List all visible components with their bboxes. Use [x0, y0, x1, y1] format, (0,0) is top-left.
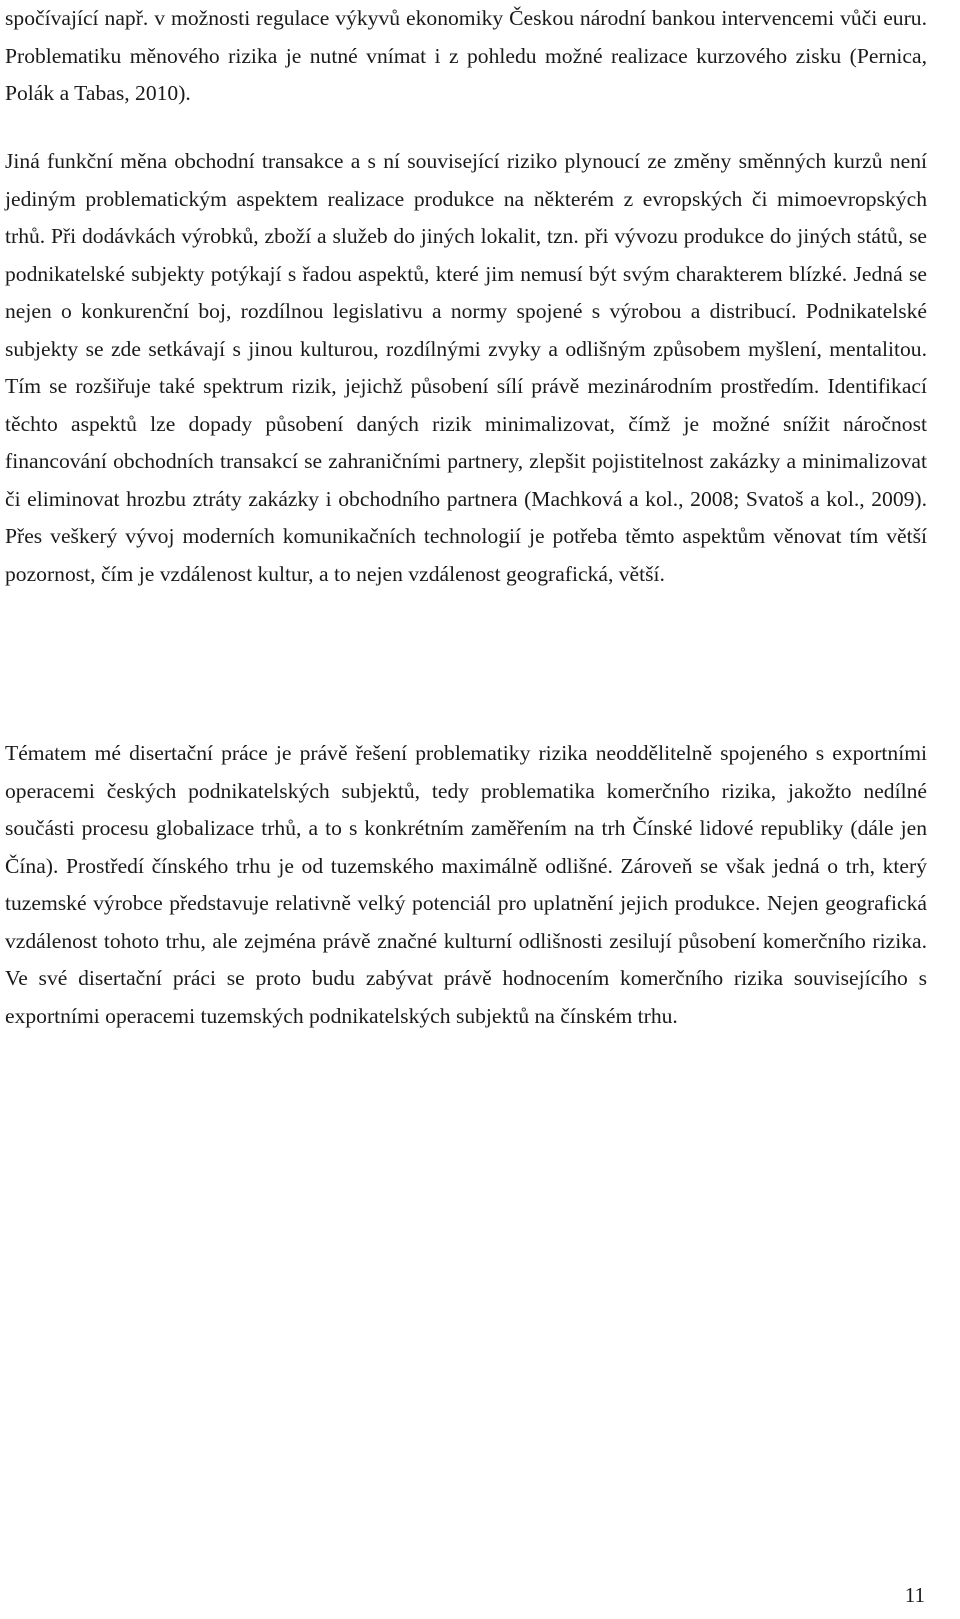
paragraph-continuation: spočívající např. v možnosti regulace výkyvů ekonomiky Českou národní bankou intervencemi vůči euru. Problematiku měnového rizika je nutné vnímat i z pohledu možné realizace kurzového zisku (Pernica, Polák a Tabas, 2010). [5, 6, 927, 105]
page-number: 11 [904, 1583, 925, 1607]
paragraph-currency-risk: Jiná funkční měna obchodní transakce a s ní související riziko plynoucí ze změny směnných kurzů není jediným problematickým aspektem realizace produkce na některém z evropských či mimoevropských trhů. Při dodávkách výrobků, zboží a služeb do jiných lokalit, tzn. při vývozu produkce do jiných států, se podnikatelské subjekty potýkají s řadou aspektů, které jim nemusí být svým charakterem blízké. Jedná se nejen o konkurenční boj, rozdílnou legislativu a normy spojené s výrobou a distribucí. Podnikatelské subjekty se zde setkávají s jinou kulturou, rozdílnými zvyky a odlišným způsobem myšlení, mentalitou. Tím se rozšiřuje také spektrum rizik, jejichž působení sílí právě mezinárodním prostředím. Identifikací těchto aspektů lze dopady působení daných rizik minimalizovat, čímž je možné snížit náročnost financování obchodních transakcí se zahraničními partnery, zlepšit pojistitelnost zakázky a minimalizovat či eliminovat hrozbu ztráty zakázky i obchodního partnera (Machková a kol., 2008; Svatoš a kol., 2009). Přes veškerý vývoj moderních komunikačních technologií je potřeba těmto aspektům věnovat tím větší pozornost, čím je vzdálenost kultur, a to nejen vzdálenost geografická, větší. [5, 149, 927, 586]
paragraph-dissertation-topic: Tématem mé disertační práce je právě řešení problematiky rizika neoddělitelně spojeného s exportními operacemi českých podnikatelských subjektů, tedy problematika komerčního rizika, jakožto nedílné součásti procesu globalizace trhů, a to s konkrétním zaměřením na trh Čínské lidové republiky (dále jen Čína). Prostředí čínského trhu je od tuzemského maximálně odlišné. Zároveň se však jedná o trh, který tuzemské výrobce představuje relativně velký potenciál pro uplatnění jejich produkce. Nejen geografická vzdálenost tohoto trhu, ale zejména právě značné kulturní odlišnosti zesilují působení komerčního rizika. Ve své disertační práci se proto budu zabývat právě hodnocením komerčního rizika souvisejícího s exportními operacemi tuzemských podnikatelských subjektů na čínském trhu. [5, 741, 927, 1028]
